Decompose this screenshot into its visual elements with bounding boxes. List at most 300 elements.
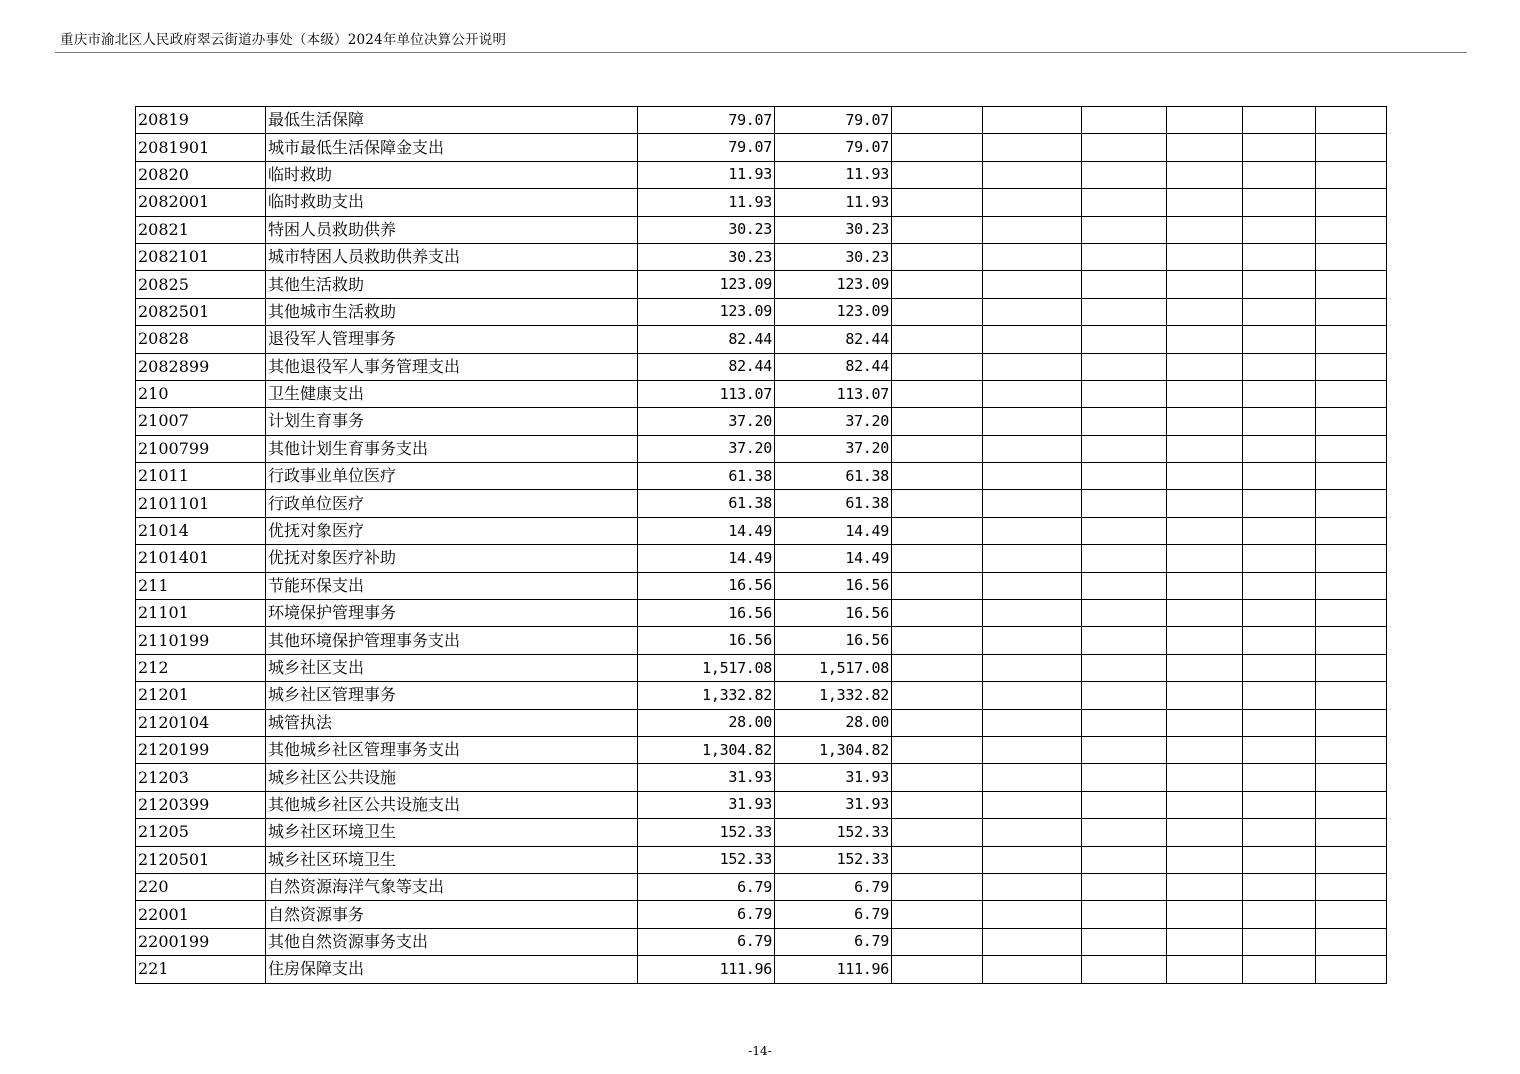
- empty-cell: [1316, 819, 1387, 846]
- amount-cell: 82.44: [638, 353, 775, 380]
- subject-name-cell: 行政事业单位医疗: [266, 463, 638, 490]
- empty-cell: [1243, 572, 1316, 599]
- empty-cell: [1243, 463, 1316, 490]
- empty-cell: [892, 600, 983, 627]
- empty-cell: [1316, 709, 1387, 736]
- empty-cell: [1082, 545, 1167, 572]
- empty-cell: [1243, 408, 1316, 435]
- empty-cell: [983, 490, 1082, 517]
- table-row: [136, 956, 1387, 983]
- subject-name-cell: 最低生活保障: [266, 107, 638, 134]
- amount-cell: 82.44: [775, 353, 892, 380]
- subject-code-cell: 2120501: [136, 846, 266, 873]
- subject-name-cell: 优抚对象医疗补助: [266, 545, 638, 572]
- amount-cell: 1,332.82: [638, 682, 775, 709]
- subject-code-cell: 2082101: [136, 243, 266, 270]
- table-row: [136, 873, 1387, 900]
- empty-cell: [1167, 654, 1243, 681]
- table-row: [136, 243, 1387, 270]
- empty-cell: [1167, 928, 1243, 955]
- empty-cell: [983, 736, 1082, 763]
- empty-cell: [1167, 819, 1243, 846]
- table-row: [136, 545, 1387, 572]
- empty-cell: [1316, 134, 1387, 161]
- empty-cell: [892, 189, 983, 216]
- subject-name-cell: 其他环境保护管理事务支出: [266, 627, 638, 654]
- subject-name-cell: 其他计划生育事务支出: [266, 435, 638, 462]
- subject-code-cell: 210: [136, 380, 266, 407]
- amount-cell: 37.20: [638, 435, 775, 462]
- subject-name-cell: 其他城市生活救助: [266, 298, 638, 325]
- empty-cell: [1243, 298, 1316, 325]
- empty-cell: [1167, 380, 1243, 407]
- amount-cell: 79.07: [775, 134, 892, 161]
- table-row: [136, 627, 1387, 654]
- empty-cell: [983, 928, 1082, 955]
- empty-cell: [1316, 846, 1387, 873]
- document-header-title: 重庆市渝北区人民政府翠云街道办事处（本级）2024年单位决算公开说明: [60, 32, 507, 48]
- empty-cell: [1167, 956, 1243, 983]
- subject-code-cell: 2200199: [136, 928, 266, 955]
- empty-cell: [1243, 380, 1316, 407]
- empty-cell: [1082, 353, 1167, 380]
- empty-cell: [983, 572, 1082, 599]
- amount-cell: 82.44: [638, 326, 775, 353]
- empty-cell: [983, 545, 1082, 572]
- amount-cell: 31.93: [638, 791, 775, 818]
- empty-cell: [1243, 682, 1316, 709]
- subject-name-cell: 城市特困人员救助供养支出: [266, 243, 638, 270]
- empty-cell: [983, 134, 1082, 161]
- amount-cell: 123.09: [775, 271, 892, 298]
- amount-cell: 11.93: [638, 189, 775, 216]
- empty-cell: [1316, 928, 1387, 955]
- empty-cell: [1082, 873, 1167, 900]
- empty-cell: [1243, 107, 1316, 134]
- empty-cell: [1167, 243, 1243, 270]
- empty-cell: [892, 271, 983, 298]
- empty-cell: [1316, 408, 1387, 435]
- empty-cell: [983, 764, 1082, 791]
- empty-cell: [1167, 107, 1243, 134]
- empty-cell: [1243, 353, 1316, 380]
- amount-cell: 6.79: [638, 928, 775, 955]
- table-row: [136, 435, 1387, 462]
- amount-cell: 28.00: [638, 709, 775, 736]
- table-row: [136, 764, 1387, 791]
- amount-cell: 37.20: [775, 408, 892, 435]
- empty-cell: [1243, 654, 1316, 681]
- empty-cell: [892, 627, 983, 654]
- subject-code-cell: 2120199: [136, 736, 266, 763]
- empty-cell: [1082, 435, 1167, 462]
- amount-cell: 14.49: [638, 517, 775, 544]
- empty-cell: [1316, 764, 1387, 791]
- empty-cell: [983, 189, 1082, 216]
- subject-name-cell: 城乡社区支出: [266, 654, 638, 681]
- empty-cell: [1082, 107, 1167, 134]
- empty-cell: [1082, 627, 1167, 654]
- empty-cell: [1316, 161, 1387, 188]
- page-number: -14-: [748, 1044, 772, 1058]
- subject-code-cell: 22001: [136, 901, 266, 928]
- table-row: [136, 901, 1387, 928]
- empty-cell: [892, 736, 983, 763]
- subject-name-cell: 其他生活救助: [266, 271, 638, 298]
- empty-cell: [1167, 353, 1243, 380]
- empty-cell: [1082, 490, 1167, 517]
- empty-cell: [1316, 189, 1387, 216]
- amount-cell: 30.23: [775, 216, 892, 243]
- empty-cell: [983, 463, 1082, 490]
- subject-name-cell: 优抚对象医疗: [266, 517, 638, 544]
- table-row: [136, 791, 1387, 818]
- empty-cell: [1167, 572, 1243, 599]
- empty-cell: [1082, 654, 1167, 681]
- empty-cell: [1316, 326, 1387, 353]
- table-row: [136, 819, 1387, 846]
- empty-cell: [892, 572, 983, 599]
- amount-cell: 152.33: [638, 819, 775, 846]
- empty-cell: [1243, 161, 1316, 188]
- table-row: [136, 654, 1387, 681]
- empty-cell: [1167, 490, 1243, 517]
- amount-cell: 61.38: [775, 490, 892, 517]
- amount-cell: 16.56: [775, 600, 892, 627]
- amount-cell: 16.56: [638, 600, 775, 627]
- amount-cell: 1,517.08: [775, 654, 892, 681]
- empty-cell: [892, 161, 983, 188]
- empty-cell: [983, 243, 1082, 270]
- empty-cell: [1167, 463, 1243, 490]
- empty-cell: [1167, 216, 1243, 243]
- empty-cell: [1316, 572, 1387, 599]
- subject-name-cell: 自然资源事务: [266, 901, 638, 928]
- amount-cell: 14.49: [775, 517, 892, 544]
- amount-cell: 1,332.82: [775, 682, 892, 709]
- empty-cell: [1243, 873, 1316, 900]
- subject-code-cell: 21014: [136, 517, 266, 544]
- empty-cell: [1082, 600, 1167, 627]
- empty-cell: [1082, 326, 1167, 353]
- amount-cell: 123.09: [638, 298, 775, 325]
- subject-name-cell: 其他城乡社区公共设施支出: [266, 791, 638, 818]
- empty-cell: [1243, 709, 1316, 736]
- empty-cell: [1167, 298, 1243, 325]
- empty-cell: [892, 791, 983, 818]
- amount-cell: 30.23: [775, 243, 892, 270]
- empty-cell: [1243, 764, 1316, 791]
- table-row: [136, 846, 1387, 873]
- amount-cell: 61.38: [638, 490, 775, 517]
- empty-cell: [983, 901, 1082, 928]
- empty-cell: [892, 901, 983, 928]
- subject-code-cell: 220: [136, 873, 266, 900]
- empty-cell: [983, 627, 1082, 654]
- empty-cell: [1316, 107, 1387, 134]
- empty-cell: [892, 956, 983, 983]
- subject-name-cell: 临时救助: [266, 161, 638, 188]
- subject-code-cell: 21201: [136, 682, 266, 709]
- amount-cell: 14.49: [638, 545, 775, 572]
- subject-name-cell: 计划生育事务: [266, 408, 638, 435]
- empty-cell: [1167, 682, 1243, 709]
- empty-cell: [1316, 682, 1387, 709]
- empty-cell: [892, 846, 983, 873]
- empty-cell: [983, 873, 1082, 900]
- empty-cell: [1082, 956, 1167, 983]
- empty-cell: [983, 846, 1082, 873]
- empty-cell: [1167, 736, 1243, 763]
- table-row: [136, 271, 1387, 298]
- amount-cell: 79.07: [775, 107, 892, 134]
- empty-cell: [983, 600, 1082, 627]
- empty-cell: [1243, 271, 1316, 298]
- table-body: [136, 107, 1387, 984]
- amount-cell: 152.33: [775, 846, 892, 873]
- amount-cell: 31.93: [638, 764, 775, 791]
- empty-cell: [892, 545, 983, 572]
- empty-cell: [1243, 517, 1316, 544]
- amount-cell: 1,304.82: [638, 736, 775, 763]
- empty-cell: [1316, 490, 1387, 517]
- table-row: [136, 353, 1387, 380]
- amount-cell: 111.96: [775, 956, 892, 983]
- subject-name-cell: 城乡社区管理事务: [266, 682, 638, 709]
- empty-cell: [1082, 736, 1167, 763]
- amount-cell: 79.07: [638, 134, 775, 161]
- empty-cell: [892, 216, 983, 243]
- amount-cell: 6.79: [775, 873, 892, 900]
- amount-cell: 28.00: [775, 709, 892, 736]
- empty-cell: [1316, 517, 1387, 544]
- empty-cell: [1082, 819, 1167, 846]
- subject-name-cell: 其他自然资源事务支出: [266, 928, 638, 955]
- empty-cell: [1082, 709, 1167, 736]
- empty-cell: [1082, 846, 1167, 873]
- subject-name-cell: 节能环保支出: [266, 572, 638, 599]
- empty-cell: [1082, 298, 1167, 325]
- empty-cell: [983, 791, 1082, 818]
- empty-cell: [1167, 408, 1243, 435]
- empty-cell: [1167, 791, 1243, 818]
- amount-cell: 123.09: [638, 271, 775, 298]
- empty-cell: [1167, 764, 1243, 791]
- empty-cell: [1082, 216, 1167, 243]
- empty-cell: [1243, 134, 1316, 161]
- empty-cell: [1243, 545, 1316, 572]
- amount-cell: 37.20: [775, 435, 892, 462]
- empty-cell: [983, 107, 1082, 134]
- subject-name-cell: 其他城乡社区管理事务支出: [266, 736, 638, 763]
- empty-cell: [1316, 545, 1387, 572]
- empty-cell: [1082, 134, 1167, 161]
- empty-cell: [892, 463, 983, 490]
- empty-cell: [1316, 956, 1387, 983]
- empty-cell: [1243, 189, 1316, 216]
- empty-cell: [1316, 435, 1387, 462]
- empty-cell: [1316, 873, 1387, 900]
- empty-cell: [1243, 928, 1316, 955]
- empty-cell: [892, 654, 983, 681]
- subject-code-cell: 2100799: [136, 435, 266, 462]
- subject-name-cell: 行政单位医疗: [266, 490, 638, 517]
- subject-name-cell: 城乡社区公共设施: [266, 764, 638, 791]
- subject-code-cell: 20828: [136, 326, 266, 353]
- budget-expenditure-table: [135, 106, 1387, 984]
- empty-cell: [892, 107, 983, 134]
- subject-code-cell: 211: [136, 572, 266, 599]
- amount-cell: 6.79: [775, 901, 892, 928]
- table-row: [136, 380, 1387, 407]
- subject-code-cell: 21205: [136, 819, 266, 846]
- amount-cell: 123.09: [775, 298, 892, 325]
- empty-cell: [1082, 791, 1167, 818]
- subject-name-cell: 城乡社区环境卫生: [266, 819, 638, 846]
- empty-cell: [1082, 764, 1167, 791]
- empty-cell: [892, 517, 983, 544]
- empty-cell: [1243, 846, 1316, 873]
- amount-cell: 37.20: [638, 408, 775, 435]
- empty-cell: [892, 928, 983, 955]
- amount-cell: 152.33: [638, 846, 775, 873]
- empty-cell: [1243, 736, 1316, 763]
- table-row: [136, 161, 1387, 188]
- empty-cell: [1316, 901, 1387, 928]
- empty-cell: [1167, 545, 1243, 572]
- subject-code-cell: 212: [136, 654, 266, 681]
- amount-cell: 61.38: [775, 463, 892, 490]
- empty-cell: [1316, 463, 1387, 490]
- empty-cell: [1167, 189, 1243, 216]
- empty-cell: [892, 380, 983, 407]
- empty-cell: [1082, 408, 1167, 435]
- subject-name-cell: 卫生健康支出: [266, 380, 638, 407]
- empty-cell: [1082, 463, 1167, 490]
- header-divider: [55, 52, 1467, 53]
- table-row: [136, 326, 1387, 353]
- empty-cell: [1316, 627, 1387, 654]
- table-row: [136, 298, 1387, 325]
- empty-cell: [983, 353, 1082, 380]
- amount-cell: 30.23: [638, 243, 775, 270]
- empty-cell: [1082, 682, 1167, 709]
- amount-cell: 30.23: [638, 216, 775, 243]
- subject-code-cell: 20820: [136, 161, 266, 188]
- empty-cell: [1082, 928, 1167, 955]
- subject-code-cell: 21203: [136, 764, 266, 791]
- empty-cell: [1082, 271, 1167, 298]
- amount-cell: 11.93: [775, 189, 892, 216]
- empty-cell: [983, 819, 1082, 846]
- empty-cell: [1316, 353, 1387, 380]
- empty-cell: [1167, 271, 1243, 298]
- amount-cell: 152.33: [775, 819, 892, 846]
- empty-cell: [1243, 627, 1316, 654]
- subject-code-cell: 2101401: [136, 545, 266, 572]
- empty-cell: [1316, 654, 1387, 681]
- empty-cell: [1316, 791, 1387, 818]
- empty-cell: [1082, 161, 1167, 188]
- amount-cell: 82.44: [775, 326, 892, 353]
- empty-cell: [892, 873, 983, 900]
- empty-cell: [892, 819, 983, 846]
- table-row: [136, 107, 1387, 134]
- amount-cell: 31.93: [775, 791, 892, 818]
- empty-cell: [1082, 572, 1167, 599]
- empty-cell: [892, 326, 983, 353]
- amount-cell: 1,517.08: [638, 654, 775, 681]
- empty-cell: [892, 298, 983, 325]
- empty-cell: [1082, 517, 1167, 544]
- amount-cell: 6.79: [638, 901, 775, 928]
- amount-cell: 16.56: [775, 627, 892, 654]
- empty-cell: [1316, 736, 1387, 763]
- empty-cell: [1243, 216, 1316, 243]
- empty-cell: [983, 956, 1082, 983]
- subject-code-cell: 221: [136, 956, 266, 983]
- empty-cell: [983, 435, 1082, 462]
- empty-cell: [1316, 243, 1387, 270]
- empty-cell: [1167, 600, 1243, 627]
- table-row: [136, 682, 1387, 709]
- empty-cell: [983, 161, 1082, 188]
- empty-cell: [983, 326, 1082, 353]
- subject-code-cell: 2110199: [136, 627, 266, 654]
- subject-name-cell: 住房保障支出: [266, 956, 638, 983]
- table-row: [136, 709, 1387, 736]
- empty-cell: [892, 764, 983, 791]
- amount-cell: 11.93: [775, 161, 892, 188]
- empty-cell: [1316, 298, 1387, 325]
- table-row: [136, 134, 1387, 161]
- amount-cell: 11.93: [638, 161, 775, 188]
- subject-code-cell: 20825: [136, 271, 266, 298]
- amount-cell: 31.93: [775, 764, 892, 791]
- subject-name-cell: 其他退役军人事务管理支出: [266, 353, 638, 380]
- empty-cell: [892, 243, 983, 270]
- amount-cell: 14.49: [775, 545, 892, 572]
- subject-code-cell: 2120104: [136, 709, 266, 736]
- empty-cell: [1167, 901, 1243, 928]
- empty-cell: [892, 435, 983, 462]
- amount-cell: 1,304.82: [775, 736, 892, 763]
- empty-cell: [892, 134, 983, 161]
- empty-cell: [1167, 435, 1243, 462]
- subject-name-cell: 自然资源海洋气象等支出: [266, 873, 638, 900]
- subject-code-cell: 21007: [136, 408, 266, 435]
- amount-cell: 6.79: [775, 928, 892, 955]
- empty-cell: [1082, 189, 1167, 216]
- empty-cell: [983, 709, 1082, 736]
- amount-cell: 113.07: [638, 380, 775, 407]
- amount-cell: 16.56: [775, 572, 892, 599]
- empty-cell: [1243, 243, 1316, 270]
- table-row: [136, 572, 1387, 599]
- empty-cell: [1243, 956, 1316, 983]
- empty-cell: [1167, 709, 1243, 736]
- table-row: [136, 189, 1387, 216]
- subject-name-cell: 临时救助支出: [266, 189, 638, 216]
- subject-code-cell: 2081901: [136, 134, 266, 161]
- empty-cell: [1243, 600, 1316, 627]
- subject-name-cell: 退役军人管理事务: [266, 326, 638, 353]
- subject-code-cell: 2082899: [136, 353, 266, 380]
- empty-cell: [1243, 901, 1316, 928]
- subject-code-cell: 20821: [136, 216, 266, 243]
- subject-code-cell: 2101101: [136, 490, 266, 517]
- table-row: [136, 490, 1387, 517]
